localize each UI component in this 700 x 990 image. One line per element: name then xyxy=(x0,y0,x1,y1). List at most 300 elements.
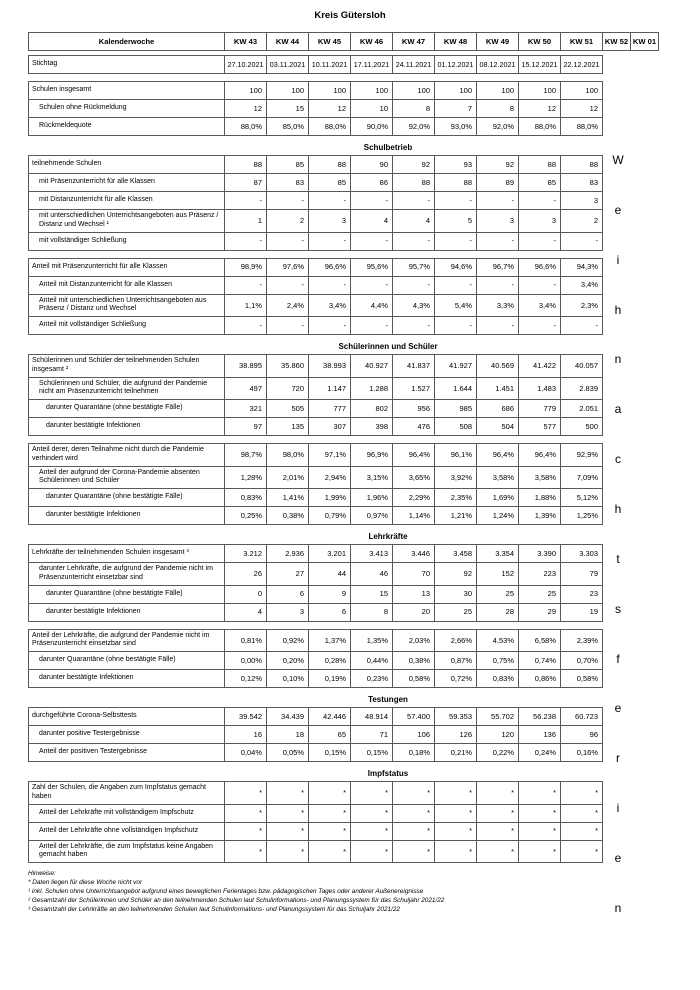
vertical-letter: n xyxy=(614,900,622,915)
vertical-letter: h xyxy=(614,502,622,517)
value-cell: * xyxy=(309,782,351,805)
value-cell: 23 xyxy=(561,585,603,603)
value-cell: * xyxy=(225,782,267,805)
section-title-4: Schülerinnen und Schüler xyxy=(338,342,438,351)
table-row xyxy=(29,585,603,603)
value-cell: 1,88% xyxy=(519,489,561,507)
value-cell: 779 xyxy=(519,400,561,418)
value-cell: 0,20% xyxy=(267,652,309,670)
value-cell: 59.353 xyxy=(435,708,477,726)
value-cell: 92 xyxy=(435,563,477,586)
value-cell: 4 xyxy=(225,603,267,621)
value-cell: 35.860 xyxy=(267,355,309,378)
value-cell: 16 xyxy=(225,726,267,744)
value-cell: 8 xyxy=(393,100,435,118)
section-title-10: Testungen xyxy=(368,695,408,704)
value-cell: - xyxy=(309,276,351,294)
value-cell: 96,4% xyxy=(393,444,435,467)
value-cell: 18 xyxy=(267,726,309,744)
table-row xyxy=(29,418,603,436)
value-cell: - xyxy=(519,192,561,210)
value-cell: 3,3% xyxy=(477,294,519,317)
value-cell: 96,6% xyxy=(309,258,351,276)
row-label: Schulen insgesamt xyxy=(29,82,225,100)
value-cell: 3 xyxy=(519,210,561,233)
value-cell: - xyxy=(561,317,603,335)
stichtag-date-cell-8: 22.12.2021 xyxy=(561,56,603,74)
value-cell: - xyxy=(435,232,477,250)
value-cell: 3.201 xyxy=(309,545,351,563)
row-label: Anteil mit vollständiger Schließung xyxy=(29,317,225,335)
value-cell: - xyxy=(351,232,393,250)
value-cell: - xyxy=(351,317,393,335)
value-cell: 25 xyxy=(477,585,519,603)
christmas-holidays-vertical-label xyxy=(598,154,638,914)
value-cell: * xyxy=(561,782,603,805)
value-cell: 504 xyxy=(477,418,519,436)
row-label: Anteil der Lehrkräfte, die aufgrund der Pandemie nicht im Präsenzunterricht einsetzbar sind xyxy=(29,629,225,652)
data-block-5 xyxy=(28,354,603,436)
value-cell: 3 xyxy=(561,192,603,210)
value-cell: 7,09% xyxy=(561,466,603,489)
value-cell: 1,14% xyxy=(393,507,435,525)
value-cell: 12 xyxy=(309,100,351,118)
value-cell: 3.212 xyxy=(225,545,267,563)
value-cell: 0,15% xyxy=(351,744,393,762)
value-cell: 2,39% xyxy=(561,629,603,652)
value-cell: 3,58% xyxy=(477,466,519,489)
table-row xyxy=(29,210,603,233)
week-header-cell-3: KW 46 xyxy=(351,33,393,51)
row-label: darunter Quarantäne (ohne bestätigte Fälle) xyxy=(29,652,225,670)
table-row xyxy=(29,726,603,744)
value-cell: 88 xyxy=(435,174,477,192)
value-cell: 1,28% xyxy=(225,466,267,489)
stichtag-date-cell-4: 24.11.2021 xyxy=(393,56,435,74)
row-label: darunter bestätigte Infektionen xyxy=(29,418,225,436)
value-cell: - xyxy=(519,276,561,294)
value-cell: * xyxy=(225,804,267,822)
value-cell: 1,25% xyxy=(561,507,603,525)
value-cell: 3,58% xyxy=(519,466,561,489)
value-cell: 1,41% xyxy=(267,489,309,507)
section-title-12: Impfstatus xyxy=(367,769,409,778)
value-cell: 4 xyxy=(393,210,435,233)
table-row xyxy=(29,822,603,840)
value-cell: 135 xyxy=(267,418,309,436)
row-label: darunter Quarantäne (ohne bestätigte Fälle) xyxy=(29,400,225,418)
value-cell: 1.644 xyxy=(435,377,477,400)
value-cell: 720 xyxy=(267,377,309,400)
value-cell: - xyxy=(477,276,519,294)
value-cell: 96,6% xyxy=(519,258,561,276)
vertical-letter: t xyxy=(616,551,620,566)
value-cell: 0,25% xyxy=(225,507,267,525)
value-cell: 87 xyxy=(225,174,267,192)
value-cell: * xyxy=(393,804,435,822)
value-cell: 126 xyxy=(435,726,477,744)
value-cell: 3.390 xyxy=(519,545,561,563)
value-cell: 85,0% xyxy=(267,118,309,136)
section-title-7: Lehrkräfte xyxy=(368,532,408,541)
value-cell: 88 xyxy=(309,156,351,174)
value-cell: 88,0% xyxy=(561,118,603,136)
table-row xyxy=(29,603,603,621)
value-cell: 44 xyxy=(309,563,351,586)
page-title: Kreis Gütersloh xyxy=(314,10,386,21)
stichtag-date-cell-1: 03.11.2021 xyxy=(267,56,309,74)
value-cell: 1,99% xyxy=(309,489,351,507)
value-cell: 0,04% xyxy=(225,744,267,762)
row-label: mit vollständiger Schließung xyxy=(29,232,225,250)
value-cell: 0,10% xyxy=(267,670,309,688)
value-cell: 100 xyxy=(267,82,309,100)
value-cell: 1.288 xyxy=(351,377,393,400)
value-cell: 88 xyxy=(393,174,435,192)
value-cell: 34.439 xyxy=(267,708,309,726)
value-cell: 12 xyxy=(561,100,603,118)
value-cell: 39.542 xyxy=(225,708,267,726)
table-row xyxy=(29,100,603,118)
table-row xyxy=(29,563,603,586)
week-header-cell-7: KW 50 xyxy=(519,33,561,51)
value-cell: * xyxy=(267,822,309,840)
vertical-letter: i xyxy=(616,801,620,816)
value-cell: * xyxy=(393,822,435,840)
value-cell: 41.422 xyxy=(519,355,561,378)
stichtag-date-cell-0: 27.10.2021 xyxy=(225,56,267,74)
value-cell: - xyxy=(267,232,309,250)
value-cell: 94,3% xyxy=(561,258,603,276)
table-row xyxy=(29,708,603,726)
value-cell: 0,00% xyxy=(225,652,267,670)
value-cell: - xyxy=(309,192,351,210)
vertical-letter: c xyxy=(615,452,621,467)
table-row xyxy=(29,258,603,276)
stichtag-date-cell-5: 01.12.2021 xyxy=(435,56,477,74)
value-cell: 40.927 xyxy=(351,355,393,378)
value-cell: 4,53% xyxy=(477,629,519,652)
value-cell: 55.702 xyxy=(477,708,519,726)
value-cell: * xyxy=(477,840,519,863)
value-cell: 3,4% xyxy=(309,294,351,317)
value-cell: 3 xyxy=(477,210,519,233)
value-cell: 96,1% xyxy=(435,444,477,467)
value-cell: 19 xyxy=(561,603,603,621)
value-cell: 88,0% xyxy=(519,118,561,136)
value-cell: 2,29% xyxy=(393,489,435,507)
row-label: darunter Quarantäne (ohne bestätigte Fälle) xyxy=(29,585,225,603)
value-cell: 3.458 xyxy=(435,545,477,563)
value-cell: 0,21% xyxy=(435,744,477,762)
value-cell: 56.238 xyxy=(519,708,561,726)
value-cell: - xyxy=(267,317,309,335)
value-cell: 100 xyxy=(519,82,561,100)
value-cell: 57.400 xyxy=(393,708,435,726)
value-cell: 100 xyxy=(561,82,603,100)
stichtag-row-table xyxy=(28,55,603,74)
value-cell: 106 xyxy=(393,726,435,744)
table-row xyxy=(29,317,603,335)
value-cell: 497 xyxy=(225,377,267,400)
value-cell: 956 xyxy=(393,400,435,418)
value-cell: 96,9% xyxy=(351,444,393,467)
value-cell: 100 xyxy=(393,82,435,100)
value-cell: 321 xyxy=(225,400,267,418)
value-cell: 1,69% xyxy=(477,489,519,507)
footnotes xyxy=(28,870,660,915)
value-cell: 1.451 xyxy=(477,377,519,400)
row-label: mit Distanzunterricht für alle Klassen xyxy=(29,192,225,210)
value-cell: 3.303 xyxy=(561,545,603,563)
vertical-letter: f xyxy=(616,651,620,666)
value-cell: 1,39% xyxy=(519,507,561,525)
value-cell: 0,86% xyxy=(519,670,561,688)
value-cell: 4 xyxy=(351,210,393,233)
value-cell: * xyxy=(477,804,519,822)
table-row xyxy=(29,174,603,192)
vertical-letter: i xyxy=(616,252,620,267)
value-cell: * xyxy=(435,782,477,805)
value-cell: 6,58% xyxy=(519,629,561,652)
value-cell: 85 xyxy=(519,174,561,192)
value-cell: 2.839 xyxy=(561,377,603,400)
value-cell: 777 xyxy=(309,400,351,418)
value-cell: 1.483 xyxy=(519,377,561,400)
footnote-1: ¹ inkl. Schulen ohne Unterrichtsangebot aufgrund eines beweglichen Ferientages bzw. pädagogischen Tages oder anderer Außenereignisse xyxy=(28,887,424,895)
value-cell: 100 xyxy=(435,82,477,100)
vertical-letter: W xyxy=(612,153,624,167)
value-cell: 94,6% xyxy=(435,258,477,276)
value-cell: 8 xyxy=(351,603,393,621)
value-cell: 152 xyxy=(477,563,519,586)
value-cell: 96,4% xyxy=(477,444,519,467)
value-cell: * xyxy=(393,840,435,863)
week-header-cell-0: KW 43 xyxy=(225,33,267,51)
value-cell: 97 xyxy=(225,418,267,436)
value-cell: 802 xyxy=(351,400,393,418)
value-cell: 29 xyxy=(519,603,561,621)
week-header-cell-9: KW 52 xyxy=(603,33,631,51)
row-label: mit unterschiedlichen Unterrichtsangeboten aus Präsenz / Distanz und Wechsel ¹ xyxy=(29,210,225,233)
value-cell: 3,65% xyxy=(393,466,435,489)
value-cell: * xyxy=(351,782,393,805)
value-cell: * xyxy=(351,822,393,840)
value-cell: 6 xyxy=(267,585,309,603)
footnote-asterisk: * Daten liegen für diese Woche nicht vor xyxy=(28,878,143,886)
value-cell: 223 xyxy=(519,563,561,586)
value-cell: * xyxy=(477,822,519,840)
value-cell: - xyxy=(435,276,477,294)
stichtag-label: Stichtag xyxy=(29,56,225,74)
week-header-cell-2: KW 45 xyxy=(309,33,351,51)
data-block-13 xyxy=(28,781,603,863)
row-label: Anteil der Lehrkräfte ohne vollständigen Impfschutz xyxy=(29,822,225,840)
value-cell: 0,83% xyxy=(225,489,267,507)
stichtag-date-cell-3: 17.11.2021 xyxy=(351,56,393,74)
table-row xyxy=(29,82,603,100)
value-cell: 93 xyxy=(435,156,477,174)
value-cell: 12 xyxy=(519,100,561,118)
data-block-3 xyxy=(28,258,603,336)
row-label: darunter bestätigte Infektionen xyxy=(29,670,225,688)
value-cell: 7 xyxy=(435,100,477,118)
value-cell: - xyxy=(351,276,393,294)
value-cell: 88 xyxy=(561,156,603,174)
table-row xyxy=(29,355,603,378)
value-cell: 0,12% xyxy=(225,670,267,688)
row-label: Anteil mit Präsenzunterricht für alle Klassen xyxy=(29,258,225,276)
value-cell: 4,3% xyxy=(393,294,435,317)
value-cell: - xyxy=(225,192,267,210)
value-cell: 89 xyxy=(477,174,519,192)
table-row xyxy=(29,652,603,670)
row-label: Rückmeldequote xyxy=(29,118,225,136)
value-cell: 3,4% xyxy=(519,294,561,317)
value-cell: 88 xyxy=(519,156,561,174)
value-cell: 38.895 xyxy=(225,355,267,378)
value-cell: 83 xyxy=(267,174,309,192)
value-cell: * xyxy=(267,782,309,805)
value-cell: - xyxy=(519,317,561,335)
table-row xyxy=(29,670,603,688)
value-cell: 95,6% xyxy=(351,258,393,276)
week-header-cell-5: KW 48 xyxy=(435,33,477,51)
value-cell: - xyxy=(351,192,393,210)
row-label: darunter positive Testergebnisse xyxy=(29,726,225,744)
value-cell: 1,96% xyxy=(351,489,393,507)
value-cell: 0,72% xyxy=(435,670,477,688)
value-cell: 15 xyxy=(351,585,393,603)
row-label: Anteil mit unterschiedlichen Unterrichtsangeboten aus Präsenz / Distanz und Wechsel xyxy=(29,294,225,317)
value-cell: 0 xyxy=(225,585,267,603)
value-cell: 79 xyxy=(561,563,603,586)
value-cell: 88,0% xyxy=(309,118,351,136)
footnote-2: ² Gesamtzahl der Schülerinnen und Schüler an den teilnehmenden Schulen laut Schulinformations- und Planungssystem für das Schuljahr 2021/22 xyxy=(28,896,445,904)
footnote-hinweise: Hinweise: xyxy=(28,870,56,877)
value-cell: 98,0% xyxy=(267,444,309,467)
table-row xyxy=(29,156,603,174)
value-cell: - xyxy=(225,276,267,294)
week-header-cell-4: KW 47 xyxy=(393,33,435,51)
value-cell: 88,0% xyxy=(225,118,267,136)
data-block-8 xyxy=(28,544,603,622)
value-cell: - xyxy=(267,192,309,210)
vertical-letter: e xyxy=(614,202,622,217)
table-row xyxy=(29,118,603,136)
value-cell: 83 xyxy=(561,174,603,192)
data-block-2 xyxy=(28,155,603,251)
value-cell: 0,58% xyxy=(393,670,435,688)
value-cell: 476 xyxy=(393,418,435,436)
vertical-letter: e xyxy=(614,701,622,716)
value-cell: - xyxy=(393,276,435,294)
value-cell: * xyxy=(351,804,393,822)
value-cell: 0,24% xyxy=(519,744,561,762)
value-cell: 5 xyxy=(435,210,477,233)
value-cell: 985 xyxy=(435,400,477,418)
value-cell: * xyxy=(561,822,603,840)
vertical-letter: a xyxy=(614,402,622,417)
table-row xyxy=(29,192,603,210)
value-cell: 15 xyxy=(267,100,309,118)
value-cell: 2 xyxy=(267,210,309,233)
row-label: darunter Lehrkräfte, die aufgrund der Pandemie nicht im Präsenzunterricht einsetzbar sind xyxy=(29,563,225,586)
value-cell: 30 xyxy=(435,585,477,603)
value-cell: 0,58% xyxy=(561,670,603,688)
value-cell: 0,83% xyxy=(477,670,519,688)
value-cell: 0,23% xyxy=(351,670,393,688)
value-cell: 508 xyxy=(435,418,477,436)
row-label: durchgeführte Corona-Selbsttests xyxy=(29,708,225,726)
stichtag-date-cell-2: 10.11.2021 xyxy=(309,56,351,74)
value-cell: 25 xyxy=(435,603,477,621)
value-cell: * xyxy=(393,782,435,805)
row-label: teilnehmende Schulen xyxy=(29,156,225,174)
row-label: Anteil derer, deren Teilnahme nicht durch die Pandemie verhindert wird xyxy=(29,444,225,467)
value-cell: 93,0% xyxy=(435,118,477,136)
value-cell: 500 xyxy=(561,418,603,436)
value-cell: * xyxy=(519,822,561,840)
row-label: Anteil mit Distanzunterricht für alle Klassen xyxy=(29,276,225,294)
value-cell: 0,70% xyxy=(561,652,603,670)
table-row xyxy=(29,466,603,489)
value-cell: * xyxy=(561,804,603,822)
value-cell: 577 xyxy=(519,418,561,436)
value-cell: 98,9% xyxy=(225,258,267,276)
table-row xyxy=(29,782,603,805)
value-cell: 0,28% xyxy=(309,652,351,670)
value-cell: 307 xyxy=(309,418,351,436)
table-row xyxy=(29,294,603,317)
value-cell: 5,12% xyxy=(561,489,603,507)
row-label: Lehrkräfte der teilnehmenden Schulen insgesamt ³ xyxy=(29,545,225,563)
value-cell: 1,24% xyxy=(477,507,519,525)
value-cell: 5,4% xyxy=(435,294,477,317)
value-cell: 0,87% xyxy=(435,652,477,670)
value-cell: 0,44% xyxy=(351,652,393,670)
value-cell: - xyxy=(309,317,351,335)
value-cell: * xyxy=(561,840,603,863)
stichtag-row xyxy=(29,56,603,74)
value-cell: 26 xyxy=(225,563,267,586)
value-cell: 1,37% xyxy=(309,629,351,652)
value-cell: * xyxy=(519,782,561,805)
value-cell: 86 xyxy=(351,174,393,192)
value-cell: 100 xyxy=(477,82,519,100)
value-cell: 0,75% xyxy=(477,652,519,670)
row-label: mit Präsenzunterricht für alle Klassen xyxy=(29,174,225,192)
value-cell: 10 xyxy=(351,100,393,118)
calendar-week-header-row xyxy=(28,32,659,51)
value-cell: 398 xyxy=(351,418,393,436)
table-row xyxy=(29,804,603,822)
value-cell: 2.051 xyxy=(561,400,603,418)
value-cell: - xyxy=(435,192,477,210)
value-cell: 3,15% xyxy=(351,466,393,489)
value-cell: 0,22% xyxy=(477,744,519,762)
data-block-9 xyxy=(28,629,603,689)
vertical-letter: s xyxy=(615,601,621,616)
weekly-report-table xyxy=(28,32,660,915)
value-cell: 100 xyxy=(351,82,393,100)
value-cell: 85 xyxy=(309,174,351,192)
value-cell: 3 xyxy=(267,603,309,621)
value-cell: * xyxy=(309,840,351,863)
value-cell: 92,0% xyxy=(393,118,435,136)
value-cell: 28 xyxy=(477,603,519,621)
table-row xyxy=(29,545,603,563)
